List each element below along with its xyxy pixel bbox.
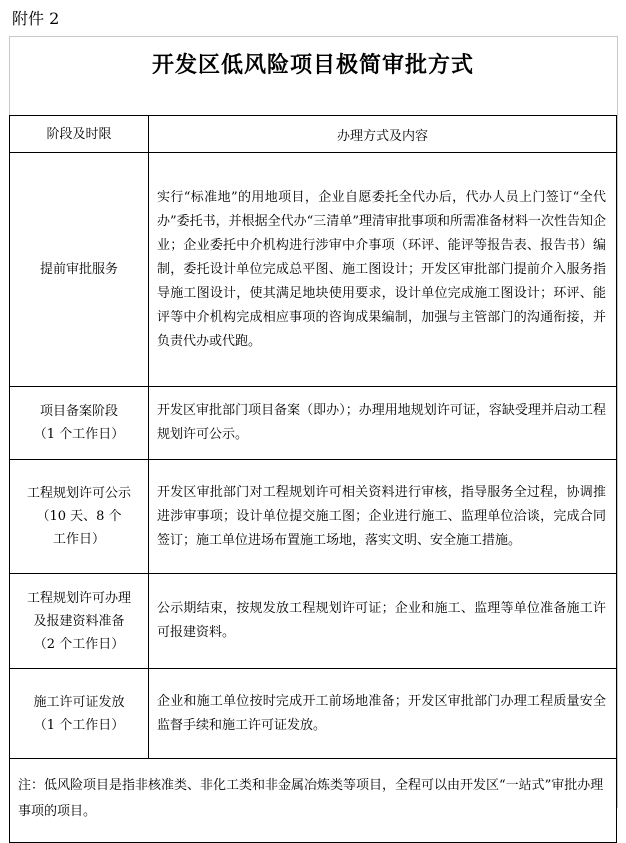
header-content: 办理方式及内容 xyxy=(149,116,617,153)
stage-duration: （1 个工作日） xyxy=(33,427,125,442)
table-row xyxy=(10,460,617,574)
header-stage: 阶段及时限 xyxy=(10,116,149,153)
stage-line: 提前审批服务 xyxy=(39,262,118,277)
stage-cell xyxy=(10,460,149,574)
stage-line: 及报建资料准备 xyxy=(33,613,125,629)
content-cell: 开发区审批部门对工程规划许可相关资料进行审核，指导服务全过程，协调推进涉审事项；设计单位提交施工图；企业进行施工、监理单位洽谈，完成合同签订；施工单位进场布置施工场地，落实文明、安全施工措施。 xyxy=(149,460,617,574)
stage-line: 项目备案阶段 xyxy=(39,404,118,419)
approval-table xyxy=(9,115,617,843)
stage-duration: （2 个工作日） xyxy=(33,636,125,652)
stage-cell xyxy=(10,153,149,387)
table-header-row xyxy=(10,116,617,153)
stage-cell xyxy=(10,669,149,759)
stage-duration: （10 天、8 个 xyxy=(36,509,122,524)
stage-cell xyxy=(10,574,149,669)
table-row xyxy=(10,574,617,669)
content-cell: 实行“标准地”的用地项目，企业自愿委托全代办后，代办人员上门签订“全代办”委托书，并根据全代办“三清单”理清审批事项和所需准备材料一次性告知企业；企业委托中介机构进行涉审中介事项（环评、能评等报告表、报告书）编制，委托设计单位完成总平图、施工图设计；开发区审批部门提前介入服务指导施工图设计，使其满足地块使用要求，设计单位完成施工图设计；环评、能评等中介机构完成相应事项的咨询成果编制，加强与主管部门的沟通衔接，并负责代办或代跑。 xyxy=(149,153,617,387)
document-title: 开发区低风险项目极简审批方式 xyxy=(151,52,474,78)
stage-line: 工程规划许可公示 xyxy=(26,486,131,501)
note-row xyxy=(10,759,617,843)
stage-duration: 工作日） xyxy=(52,532,105,547)
table-row xyxy=(10,153,617,387)
attachment-label: 附件 2 xyxy=(12,9,60,28)
table-row xyxy=(10,669,617,759)
note-cell: 注：低风险项目是指非核准类、非化工类和非金属冶炼类等项目，全程可以由开发区“一站式”审批办理事项的项目。 xyxy=(10,759,617,843)
stage-cell xyxy=(10,387,149,460)
stage-line: 工程规划许可办理 xyxy=(26,590,131,606)
stage-duration: （1 个工作日） xyxy=(33,717,125,733)
content-cell: 开发区审批部门项目备案（即办）；办理用地规划许可证，容缺受理并启动工程规划许可公示。 xyxy=(149,387,617,460)
stage-line: 施工许可证发放 xyxy=(33,694,125,710)
table-row xyxy=(10,387,617,460)
content-cell: 企业和施工单位按时完成开工前场地准备；开发区审批部门办理工程质量安全监督手续和施工许可证发放。 xyxy=(149,669,617,759)
content-cell: 公示期结束，按规发放工程规划许可证；企业和施工、监理等单位准备施工许可报建资料。 xyxy=(149,574,617,669)
